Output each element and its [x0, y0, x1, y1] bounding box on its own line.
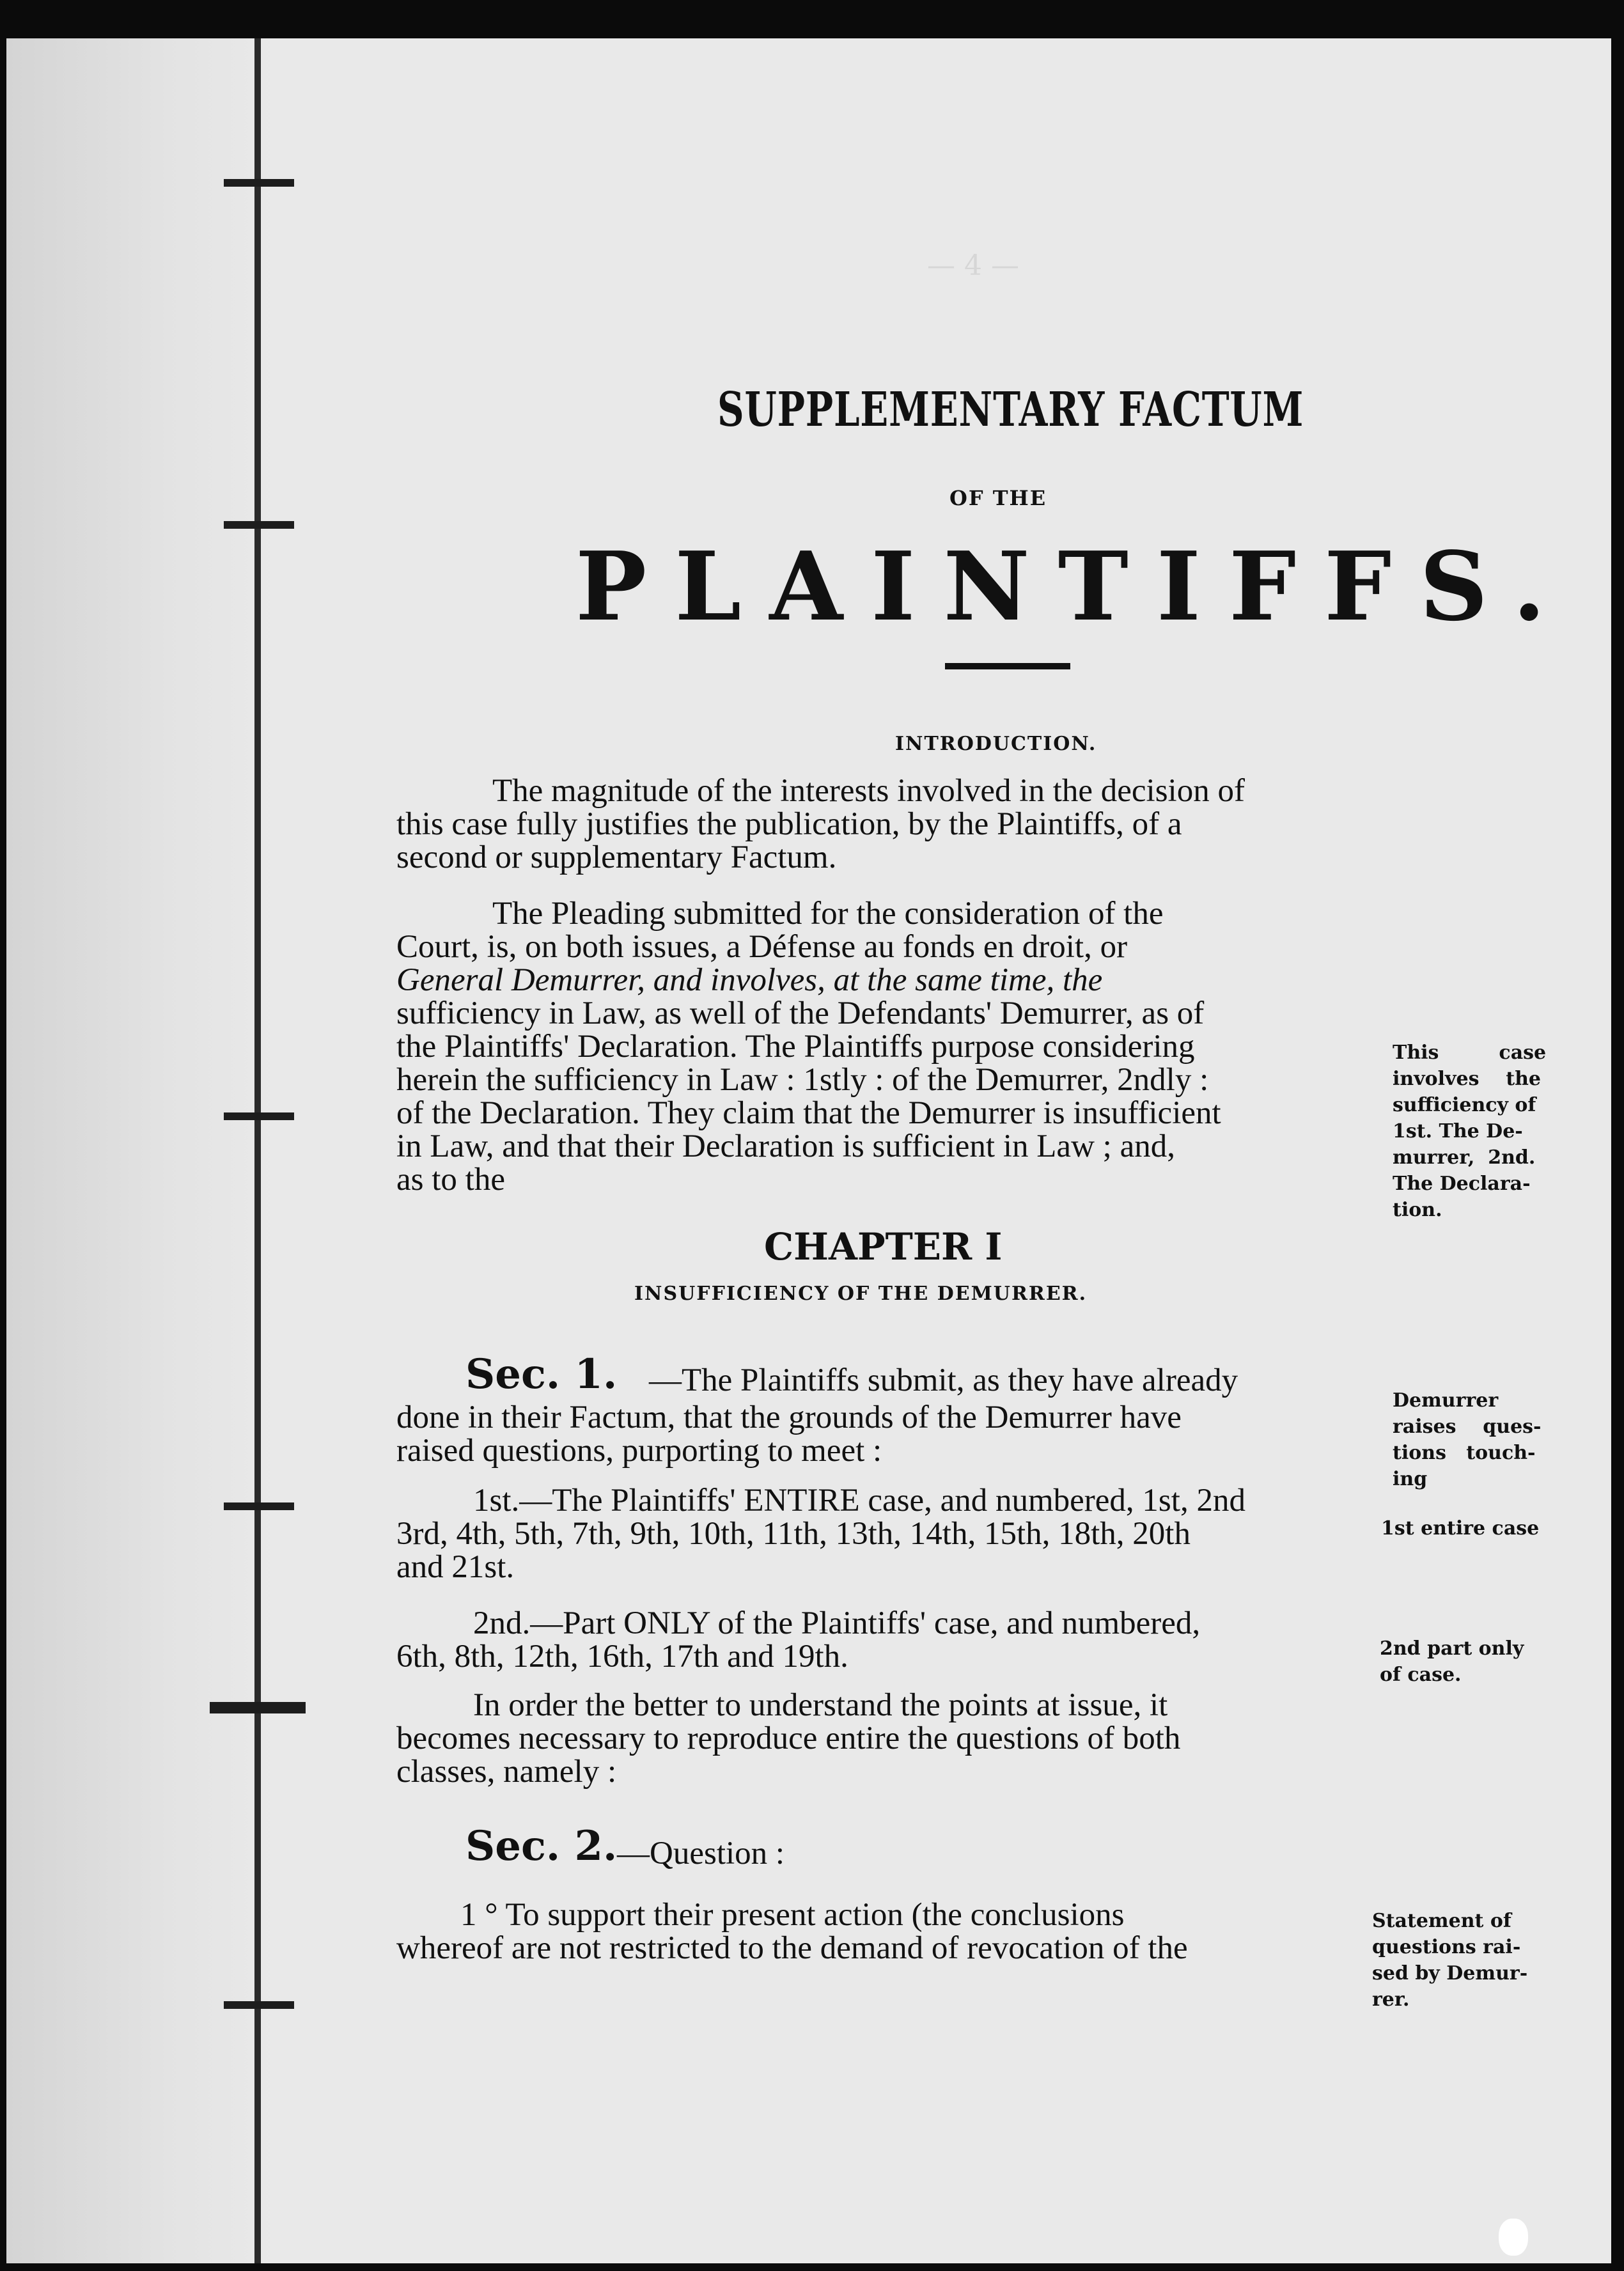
first-class-line: and 21st. [396, 1549, 515, 1585]
header-title: SUPPLEMENTARY FACTUM [717, 382, 1304, 437]
binding-stitch [224, 1502, 294, 1510]
binding-stitch [224, 2001, 294, 2009]
first-class-line: 1st.—The Plaintiffs' ENTIRE case, and numbered, 1st, 2nd [473, 1483, 1245, 1518]
ink-blot [1499, 2219, 1528, 2256]
margin-note-entire-case: 1st entire case [1381, 1517, 1540, 1540]
sec1-line: raised questions, purporting to meet : [396, 1433, 882, 1469]
intro-line: the Plaintiffs' Declaration. The Plaintiffs purpose considering [396, 1029, 1195, 1065]
page [6, 38, 1611, 2263]
intro-line: this case fully justifies the publication, by the Plaintiffs, of a [396, 806, 1182, 842]
margin-note-statement: Statement of questions rai- sed by Demur- rer. [1372, 1910, 1528, 2011]
intro-line: General Demurrer, and involves, at the same time, the [396, 962, 1103, 998]
sec1-line: —The Plaintiffs submit, as they have already [649, 1362, 1238, 1398]
intro-line: as to the [396, 1162, 505, 1198]
intro-line: sufficiency in Law, as well of the Defendants' Demurrer, as of [396, 995, 1205, 1031]
binding-stitch [224, 1112, 294, 1120]
intro-line: in Law, and that their Declaration is sufficient in Law ; and, [396, 1128, 1175, 1164]
title-rule [945, 663, 1070, 669]
binding-stitch [224, 179, 294, 187]
ghost-page-number: — 4 — [927, 249, 1019, 282]
chapter-subheading: INSUFFICIENCY OF THE DEMURRER. [634, 1283, 1088, 1305]
margin-note-case-involves: This case involves the sufficiency of 1st. The De- murrer, 2nd. The Declara- tion. [1393, 1042, 1547, 1221]
intro-line: herein the sufficiency in Law : 1stly : of the Demurrer, 2ndly : [396, 1062, 1209, 1098]
sec1-label: Sec. 1. [465, 1350, 618, 1398]
order-line: In order the better to understand the points at issue, it [473, 1687, 1168, 1723]
question-line: whereof are not restricted to the demand of revocation of the [396, 1930, 1188, 1966]
intro-line: The magnitude of the interests involved in the decision of [492, 773, 1245, 809]
margin-note-part-only: 2nd part only of case. [1380, 1637, 1524, 1686]
page-edge [6, 38, 275, 2263]
intro-line: The Pleading submitted for the consideration of the [492, 896, 1164, 932]
chapter-heading: CHAPTER I [764, 1225, 1003, 1268]
sec1-line: done in their Factum, that the grounds of the Demurrer have [396, 1400, 1182, 1435]
intro-line: of the Declaration. They claim that the Demurrer is insufficient [396, 1095, 1221, 1131]
of-the-label: OF THE [949, 486, 1047, 510]
binding-stitch [224, 521, 294, 529]
main-title: PLAINTIFFS. [575, 531, 1574, 642]
first-class-line: 3rd, 4th, 5th, 7th, 9th, 10th, 11th, 13th, 14th, 15th, 18th, 20th [396, 1516, 1191, 1552]
second-class-line: 6th, 8th, 12th, 16th, 17th and 19th. [396, 1639, 848, 1674]
intro-line: Court, is, on both issues, a Défense au fonds en droit, or [396, 929, 1128, 965]
sec2-label: Sec. 2. [465, 1822, 618, 1870]
order-line: becomes necessary to reproduce entire the questions of both [396, 1721, 1181, 1756]
introduction-heading: INTRODUCTION. [895, 733, 1097, 755]
binding-stitch [210, 1702, 306, 1713]
question-line: 1 ° To support their present action (the conclusions [460, 1897, 1125, 1933]
order-line: classes, namely : [396, 1754, 617, 1790]
binding-spine [254, 38, 261, 2263]
intro-line: second or supplementary Factum. [396, 839, 837, 875]
sec2-text: —Question : [617, 1836, 785, 1871]
margin-note-demurrer-raises: Demurrer raises ques- tions touch- ing [1393, 1389, 1542, 1490]
second-class-line: 2nd.—Part ONLY of the Plaintiffs' case, and numbered, [473, 1605, 1201, 1641]
